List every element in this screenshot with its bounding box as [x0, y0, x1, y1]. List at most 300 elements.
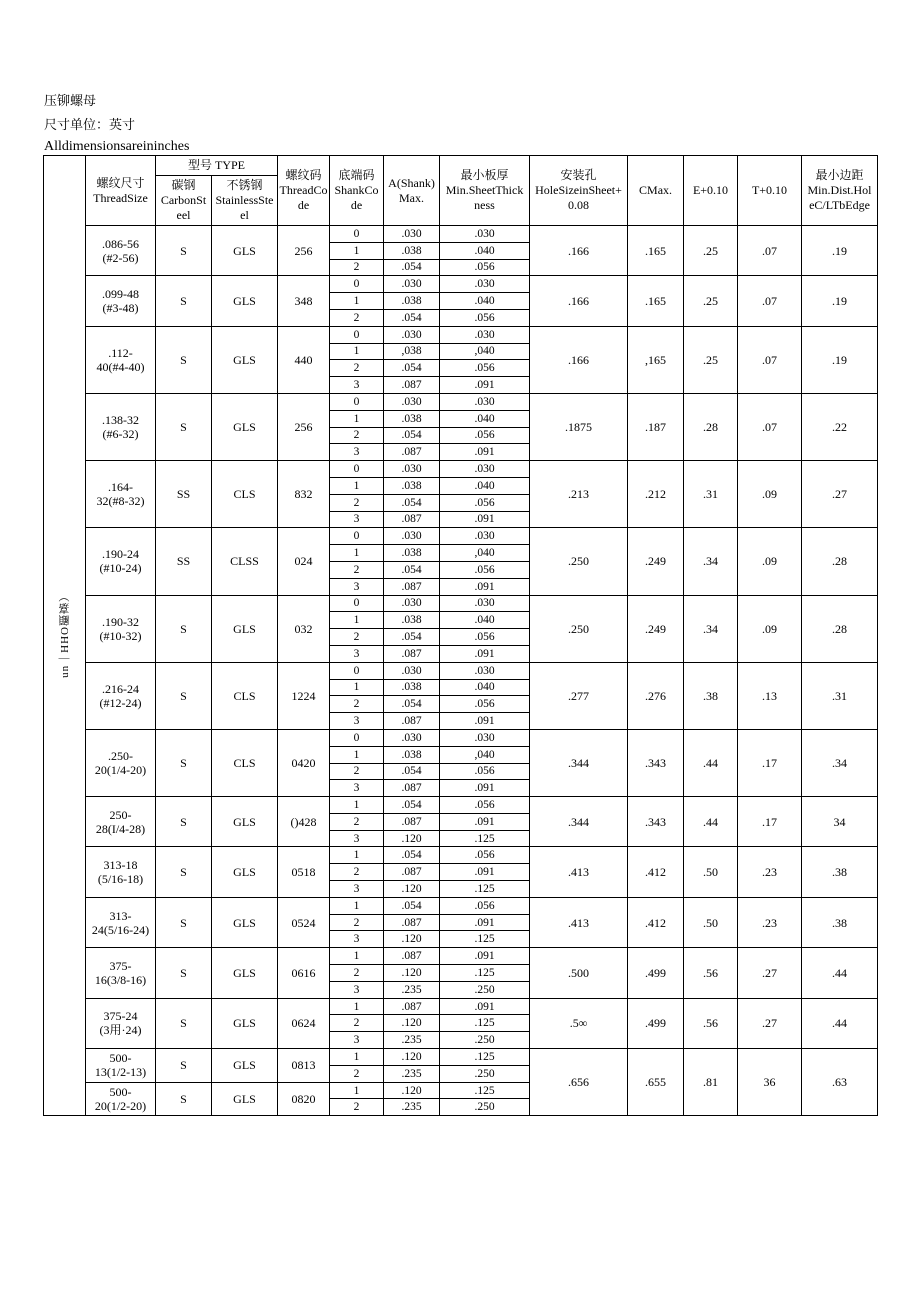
stainless-type: GLS [212, 393, 278, 460]
thread-size: 313- 24(5/16-24) [86, 897, 156, 947]
stainless-type: GLS [212, 897, 278, 947]
min-sheet-thickness: .030 [440, 528, 530, 545]
t-value: .17 [738, 729, 802, 796]
a-shank-max: .054 [384, 360, 440, 377]
c-max: .499 [628, 948, 684, 998]
t-value: .09 [738, 528, 802, 595]
a-shank-max: .087 [384, 780, 440, 797]
thread-size: .086-56 (#2-56) [86, 226, 156, 276]
a-shank-max: .054 [384, 847, 440, 864]
stainless-type: GLS [212, 1049, 278, 1083]
min-sheet-thickness: .125 [440, 965, 530, 982]
thread-size: .112- 40(#4-40) [86, 326, 156, 393]
min-sheet-thickness: .040 [440, 612, 530, 629]
shank-code: 2 [330, 561, 384, 578]
a-shank-max: .038 [384, 746, 440, 763]
min-sheet-thickness: .040 [440, 477, 530, 494]
min-sheet-thickness: .030 [440, 461, 530, 478]
shank-code: 1 [330, 410, 384, 427]
t-value: .09 [738, 595, 802, 662]
min-sheet-thickness: .056 [440, 696, 530, 713]
c-max: .165 [628, 276, 684, 326]
min-dist: .28 [802, 595, 878, 662]
min-sheet-thickness: ,040 [440, 343, 530, 360]
carbon-type: S [156, 276, 212, 326]
header-stainless: 不锈钢 StainlessSte el [212, 176, 278, 226]
min-dist: .34 [802, 729, 878, 796]
min-sheet-thickness: .056 [440, 494, 530, 511]
min-sheet-thickness: .091 [440, 998, 530, 1015]
e-value: .34 [684, 595, 738, 662]
thread-code: 256 [278, 393, 330, 460]
t-value: .07 [738, 393, 802, 460]
a-shank-max: .087 [384, 511, 440, 528]
a-shank-max: .087 [384, 377, 440, 394]
e-value: .44 [684, 797, 738, 847]
shank-code: 2 [330, 1065, 384, 1082]
a-shank-max: .054 [384, 494, 440, 511]
shank-code: 1 [330, 477, 384, 494]
min-dist: .28 [802, 528, 878, 595]
hole-size: .250 [530, 595, 628, 662]
thread-size: 313-18 (5/16-18) [86, 847, 156, 897]
table-row [44, 797, 878, 814]
c-max: .499 [628, 998, 684, 1048]
stainless-type: GLS [212, 847, 278, 897]
header-c-max: CMax. [628, 156, 684, 226]
thread-code: 032 [278, 595, 330, 662]
hole-size: .413 [530, 847, 628, 897]
shank-code: 3 [330, 981, 384, 998]
min-sheet-thickness: .091 [440, 645, 530, 662]
shank-code: 2 [330, 864, 384, 881]
shank-code: 2 [330, 813, 384, 830]
header-t: T+0.10 [738, 156, 802, 226]
t-value: .07 [738, 276, 802, 326]
a-shank-max: .030 [384, 226, 440, 243]
a-shank-max: .030 [384, 595, 440, 612]
shank-code: 2 [330, 629, 384, 646]
c-max: .249 [628, 528, 684, 595]
a-shank-max: .235 [384, 981, 440, 998]
carbon-type: S [156, 897, 212, 947]
header-shank-code: 底端码 ShankCo de [330, 156, 384, 226]
min-sheet-thickness: .250 [440, 1065, 530, 1082]
a-shank-max: .120 [384, 830, 440, 847]
table-row [44, 897, 878, 914]
thread-code: 024 [278, 528, 330, 595]
min-sheet-thickness: ,040 [440, 545, 530, 562]
a-shank-max: .038 [384, 410, 440, 427]
a-shank-max: .087 [384, 813, 440, 830]
carbon-type: S [156, 226, 212, 276]
a-shank-max: .054 [384, 259, 440, 276]
stainless-type: GLS [212, 998, 278, 1048]
thread-code: ()428 [278, 797, 330, 847]
a-shank-max: .038 [384, 477, 440, 494]
min-sheet-thickness: .250 [440, 1099, 530, 1116]
a-shank-max: .054 [384, 897, 440, 914]
hole-size: .213 [530, 461, 628, 528]
hole-size: .1875 [530, 393, 628, 460]
carbon-type: S [156, 326, 212, 393]
c-max: .343 [628, 729, 684, 796]
t-value: .07 [738, 226, 802, 276]
a-shank-max: .054 [384, 696, 440, 713]
thread-code: 0616 [278, 948, 330, 998]
min-sheet-thickness: .030 [440, 729, 530, 746]
carbon-type: SS [156, 528, 212, 595]
thread-size: .138-32 (#6-32) [86, 393, 156, 460]
shank-code: 1 [330, 847, 384, 864]
a-shank-max: .120 [384, 881, 440, 898]
header-a-shank: A(Shank) Max. [384, 156, 440, 226]
thread-code: 0820 [278, 1082, 330, 1116]
shank-code: 2 [330, 309, 384, 326]
min-sheet-thickness: .056 [440, 259, 530, 276]
carbon-type: S [156, 998, 212, 1048]
t-value: 36 [738, 1049, 802, 1116]
e-value: .50 [684, 897, 738, 947]
t-value: .09 [738, 461, 802, 528]
carbon-type: SS [156, 461, 212, 528]
shank-code: 2 [330, 259, 384, 276]
t-value: .27 [738, 998, 802, 1048]
shank-code: 2 [330, 494, 384, 511]
shank-code: 1 [330, 545, 384, 562]
shank-code: 0 [330, 595, 384, 612]
min-sheet-thickness: .091 [440, 444, 530, 461]
min-sheet-thickness: .040 [440, 679, 530, 696]
shank-code: 0 [330, 226, 384, 243]
e-value: .56 [684, 998, 738, 1048]
thread-size: 375-24 (3用·24) [86, 998, 156, 1048]
shank-code: 0 [330, 326, 384, 343]
min-sheet-thickness: .125 [440, 1049, 530, 1066]
side-label-cell [44, 156, 86, 1116]
hole-size: .166 [530, 276, 628, 326]
carbon-type: S [156, 393, 212, 460]
a-shank-max: .030 [384, 326, 440, 343]
t-value: .07 [738, 326, 802, 393]
min-sheet-thickness: .030 [440, 595, 530, 612]
hole-size: .5∞ [530, 998, 628, 1048]
e-value: .28 [684, 393, 738, 460]
a-shank-max: .054 [384, 763, 440, 780]
shank-code: 3 [330, 444, 384, 461]
hole-size: .656 [530, 1049, 628, 1116]
min-sheet-thickness: .030 [440, 276, 530, 293]
shank-code: 2 [330, 965, 384, 982]
thread-size: 375- 16(3/8-16) [86, 948, 156, 998]
a-shank-max: .030 [384, 662, 440, 679]
min-sheet-thickness: .125 [440, 830, 530, 847]
shank-code: 2 [330, 1099, 384, 1116]
e-value: .25 [684, 226, 738, 276]
shank-code: 1 [330, 293, 384, 310]
thread-code: 1224 [278, 662, 330, 729]
min-sheet-thickness: .030 [440, 326, 530, 343]
carbon-type: S [156, 1049, 212, 1083]
shank-code: 2 [330, 763, 384, 780]
min-dist: .19 [802, 326, 878, 393]
min-dist: .27 [802, 461, 878, 528]
t-value: .17 [738, 797, 802, 847]
stainless-type: GLS [212, 1082, 278, 1116]
min-sheet-thickness: .040 [440, 410, 530, 427]
a-shank-max: .038 [384, 545, 440, 562]
min-dist: .22 [802, 393, 878, 460]
a-shank-max: .120 [384, 1015, 440, 1032]
carbon-type: S [156, 1082, 212, 1116]
min-sheet-thickness: .056 [440, 763, 530, 780]
a-shank-max: .038 [384, 242, 440, 259]
min-sheet-thickness: .040 [440, 293, 530, 310]
min-dist: .38 [802, 897, 878, 947]
shank-code: 3 [330, 931, 384, 948]
min-sheet-thickness: .091 [440, 813, 530, 830]
hole-size: .344 [530, 729, 628, 796]
min-sheet-thickness: .030 [440, 226, 530, 243]
doc-title: 压铆螺母 [44, 93, 97, 108]
min-sheet-thickness: .056 [440, 360, 530, 377]
shank-code: 1 [330, 897, 384, 914]
a-shank-max: .038 [384, 679, 440, 696]
table-row [44, 662, 878, 679]
min-dist: .44 [802, 948, 878, 998]
thread-size: 500- 20(1/2-20) [86, 1082, 156, 1116]
table-row [44, 528, 878, 545]
a-shank-max: .054 [384, 561, 440, 578]
a-shank-max: ,038 [384, 343, 440, 360]
shank-code: 1 [330, 948, 384, 965]
thread-size: .099-48 (#3-48) [86, 276, 156, 326]
table-row [44, 226, 878, 243]
shank-code: 0 [330, 662, 384, 679]
hole-size: .500 [530, 948, 628, 998]
thread-size: .216-24 (#12-24) [86, 662, 156, 729]
stainless-type: CLSS [212, 528, 278, 595]
carbon-type: S [156, 729, 212, 796]
shank-code: 1 [330, 343, 384, 360]
a-shank-max: .054 [384, 427, 440, 444]
table-row [44, 1049, 878, 1066]
shank-code: 2 [330, 360, 384, 377]
table-row [44, 461, 878, 478]
thread-code: 0624 [278, 998, 330, 1048]
table-row [44, 998, 878, 1015]
c-max: .276 [628, 662, 684, 729]
stainless-type: GLS [212, 595, 278, 662]
c-max: ,165 [628, 326, 684, 393]
a-shank-max: .087 [384, 914, 440, 931]
table-row [44, 393, 878, 410]
a-shank-max: .120 [384, 1082, 440, 1099]
shank-code: 3 [330, 713, 384, 730]
spec-table [43, 155, 878, 1116]
a-shank-max: .054 [384, 629, 440, 646]
min-sheet-thickness: .091 [440, 914, 530, 931]
header-min-sheet: 最小板厚 Min.SheetThick ness [440, 156, 530, 226]
min-sheet-thickness: .040 [440, 242, 530, 259]
stainless-type: CLS [212, 662, 278, 729]
hole-size: .250 [530, 528, 628, 595]
a-shank-max: .054 [384, 309, 440, 326]
table-row [44, 948, 878, 965]
carbon-type: S [156, 948, 212, 998]
hole-size: .413 [530, 897, 628, 947]
e-value: .34 [684, 528, 738, 595]
header-min-dist: 最小边距 Min.Dist.Hol eC/LTbEdge [802, 156, 878, 226]
min-dist: 34 [802, 797, 878, 847]
thread-size: .190-32 (#10-32) [86, 595, 156, 662]
min-sheet-thickness: .056 [440, 897, 530, 914]
shank-code: 0 [330, 729, 384, 746]
min-sheet-thickness: .056 [440, 629, 530, 646]
unit-note-en: Alldimensionsareininches [44, 139, 190, 154]
c-max: .212 [628, 461, 684, 528]
min-dist: .19 [802, 226, 878, 276]
min-sheet-thickness: .056 [440, 847, 530, 864]
shank-code: 3 [330, 1032, 384, 1049]
shank-code: 0 [330, 528, 384, 545]
table-row [44, 847, 878, 864]
t-value: .27 [738, 948, 802, 998]
min-sheet-thickness: .250 [440, 981, 530, 998]
a-shank-max: .087 [384, 645, 440, 662]
min-sheet-thickness: .056 [440, 309, 530, 326]
a-shank-max: .235 [384, 1065, 440, 1082]
e-value: .31 [684, 461, 738, 528]
shank-code: 1 [330, 998, 384, 1015]
min-sheet-thickness: ,040 [440, 746, 530, 763]
thread-code: 348 [278, 276, 330, 326]
shank-code: 2 [330, 696, 384, 713]
min-sheet-thickness: .091 [440, 948, 530, 965]
min-sheet-thickness: .125 [440, 931, 530, 948]
min-sheet-thickness: .091 [440, 864, 530, 881]
c-max: .412 [628, 847, 684, 897]
table-row [44, 326, 878, 343]
shank-code: 1 [330, 1082, 384, 1099]
carbon-type: S [156, 797, 212, 847]
a-shank-max: .120 [384, 1049, 440, 1066]
shank-code: 3 [330, 830, 384, 847]
hole-size: .166 [530, 326, 628, 393]
t-value: .13 [738, 662, 802, 729]
a-shank-max: .120 [384, 965, 440, 982]
table-row [44, 595, 878, 612]
shank-code: 0 [330, 393, 384, 410]
min-sheet-thickness: .056 [440, 797, 530, 814]
header-e: E+0.10 [684, 156, 738, 226]
a-shank-max: .030 [384, 729, 440, 746]
min-sheet-thickness: .091 [440, 377, 530, 394]
thread-size: .190-24 (#10-24) [86, 528, 156, 595]
carbon-type: S [156, 662, 212, 729]
thread-code: 0524 [278, 897, 330, 947]
a-shank-max: .030 [384, 276, 440, 293]
thread-code: 256 [278, 226, 330, 276]
table-row [44, 276, 878, 293]
thread-size: .164- 32(#8-32) [86, 461, 156, 528]
min-sheet-thickness: .056 [440, 427, 530, 444]
c-max: .165 [628, 226, 684, 276]
min-dist: .38 [802, 847, 878, 897]
hole-size: .277 [530, 662, 628, 729]
e-value: .38 [684, 662, 738, 729]
stainless-type: CLS [212, 461, 278, 528]
e-value: .56 [684, 948, 738, 998]
shank-code: 1 [330, 242, 384, 259]
a-shank-max: .038 [384, 293, 440, 310]
a-shank-max: .030 [384, 393, 440, 410]
stainless-type: GLS [212, 276, 278, 326]
shank-code: 2 [330, 1015, 384, 1032]
a-shank-max: .235 [384, 1032, 440, 1049]
min-sheet-thickness: .056 [440, 561, 530, 578]
a-shank-max: .235 [384, 1099, 440, 1116]
a-shank-max: .087 [384, 444, 440, 461]
a-shank-max: .087 [384, 998, 440, 1015]
stainless-type: CLS [212, 729, 278, 796]
carbon-type: S [156, 847, 212, 897]
t-value: .23 [738, 847, 802, 897]
t-value: .23 [738, 897, 802, 947]
e-value: .81 [684, 1049, 738, 1116]
a-shank-max: .087 [384, 864, 440, 881]
shank-code: 2 [330, 427, 384, 444]
a-shank-max: .120 [384, 931, 440, 948]
min-dist: .31 [802, 662, 878, 729]
min-sheet-thickness: .125 [440, 1082, 530, 1099]
min-sheet-thickness: .091 [440, 578, 530, 595]
min-dist: .44 [802, 998, 878, 1048]
thread-code: 0813 [278, 1049, 330, 1083]
shank-code: 3 [330, 881, 384, 898]
shank-code: 0 [330, 276, 384, 293]
carbon-type: S [156, 595, 212, 662]
stainless-type: GLS [212, 326, 278, 393]
min-dist: .19 [802, 276, 878, 326]
shank-code: 1 [330, 612, 384, 629]
e-value: .25 [684, 326, 738, 393]
c-max: .655 [628, 1049, 684, 1116]
shank-code: 0 [330, 461, 384, 478]
a-shank-max: .038 [384, 612, 440, 629]
table-row [44, 729, 878, 746]
shank-code: 1 [330, 797, 384, 814]
c-max: .249 [628, 595, 684, 662]
min-sheet-thickness: .030 [440, 393, 530, 410]
c-max: .412 [628, 897, 684, 947]
min-sheet-thickness: .091 [440, 511, 530, 528]
shank-code: 2 [330, 914, 384, 931]
a-shank-max: .087 [384, 948, 440, 965]
shank-code: 1 [330, 1049, 384, 1066]
shank-code: 3 [330, 511, 384, 528]
min-sheet-thickness: .030 [440, 662, 530, 679]
e-value: .25 [684, 276, 738, 326]
shank-code: 3 [330, 645, 384, 662]
e-value: .44 [684, 729, 738, 796]
c-max: .187 [628, 393, 684, 460]
a-shank-max: .030 [384, 528, 440, 545]
shank-code: 3 [330, 578, 384, 595]
min-dist: .63 [802, 1049, 878, 1116]
hole-size: .344 [530, 797, 628, 847]
e-value: .50 [684, 847, 738, 897]
